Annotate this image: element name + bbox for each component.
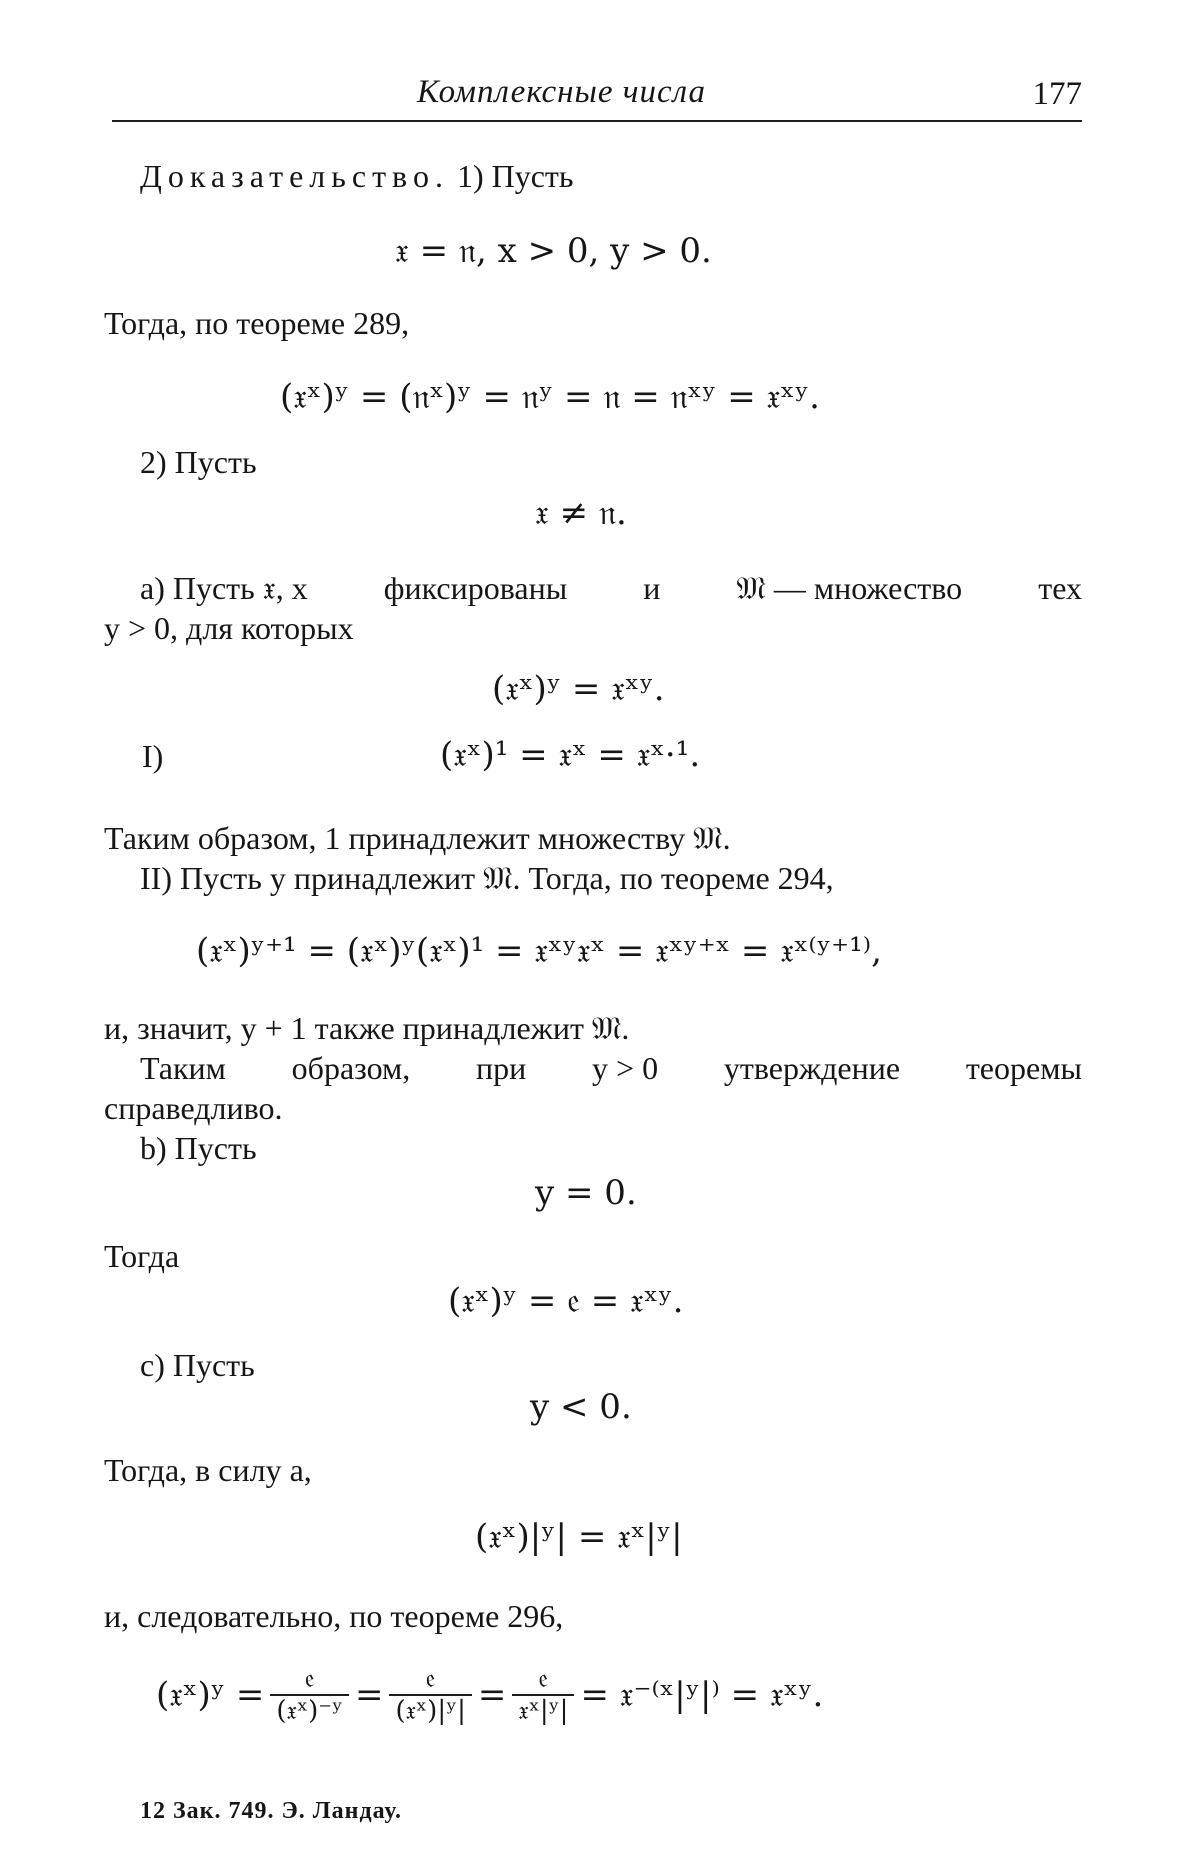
header-title: Комплексные числа [417, 74, 706, 110]
equation-2: (𝔵ˣ)ʸ = (𝔫ˣ)ʸ = 𝔫ʸ = 𝔫 = 𝔫ˣʸ = 𝔵ˣʸ. [280, 377, 820, 417]
equation-10: (𝔵ˣ)|ʸ| = 𝔵ˣ|ʸ| [475, 1517, 683, 1557]
running-header [112, 74, 1082, 122]
proof-intro-line [140, 156, 573, 196]
proof-case1: 1) Пусть [456, 158, 574, 194]
text-thus-2-line1 [140, 1048, 1082, 1088]
header-rule [112, 120, 1082, 122]
page-number: 177 [1032, 76, 1082, 112]
case-a-word-2: фиксированы [383, 570, 568, 606]
proof-word: Доказательство. [140, 158, 449, 194]
thus2-word-1: Таким [140, 1050, 226, 1086]
eq11-f1-numerator: 𝔢 [304, 1664, 315, 1694]
text-case-b: b) Пусть [140, 1130, 257, 1166]
eq11-fraction-3 [512, 1664, 574, 1726]
eq11-lhs: (𝔵ˣ)ʸ = [156, 1675, 265, 1715]
equation-1: 𝔵 = 𝔫, x > 0, y > 0. [395, 231, 712, 271]
eq11-rhs: = 𝔵⁻⁽ˣ|ʸ|⁾ = 𝔵ˣʸ. [580, 1675, 824, 1715]
step-marker-1: I) [142, 738, 164, 774]
case-a-word-1: a) Пусть 𝔵, x [140, 570, 308, 606]
equation-3: 𝔵 ≠ 𝔫. [535, 493, 627, 533]
text-so-y-plus-1: и, значит, y + 1 также принадлежит 𝔐. [104, 1010, 630, 1046]
case-a-word-5: тех [1038, 570, 1082, 606]
eq11-f3-numerator: 𝔢 [538, 1664, 549, 1694]
thus2-word-4: y > 0 [592, 1050, 659, 1086]
text-then: Тогда [104, 1238, 180, 1274]
text-case-a-line1 [140, 568, 1082, 608]
equation-6: (𝔵ˣ)ʸ⁺¹ = (𝔵ˣ)ʸ(𝔵ˣ)¹ = 𝔵ˣʸ𝔵ˣ = 𝔵ˣʸ⁺ˣ = 𝔵ˣ⁽ʸ⁺¹⁾, [196, 931, 882, 971]
text-hence-296: и, следовательно, по теореме 296, [104, 1598, 564, 1634]
equation-4: (𝔵ˣ)ʸ = 𝔵ˣʸ. [492, 669, 665, 709]
text-then-a: Тогда, в силу a, [104, 1452, 312, 1488]
eq11-equals-1: = [354, 1675, 384, 1715]
equation-11 [156, 1664, 823, 1726]
equation-5: (𝔵ˣ)¹ = 𝔵ˣ = 𝔵ˣ·¹. [440, 735, 701, 775]
text-case-c: c) Пусть [140, 1347, 255, 1383]
thus2-word-3: при [476, 1050, 527, 1086]
text-step-ii: II) Пусть y принадлежит 𝔐. Тогда, по теореме 294, [140, 860, 834, 896]
eq11-fraction-1 [270, 1664, 349, 1726]
text-thus-2-line2: справедливо. [104, 1090, 283, 1126]
equation-8: (𝔵ˣ)ʸ = 𝔢 = 𝔵ˣʸ. [448, 1281, 684, 1321]
eq11-equals-2: = [477, 1675, 507, 1715]
eq11-f1-denominator: (𝔵ˣ)⁻ʸ [276, 1696, 343, 1726]
thus2-word-5: утверждение [723, 1050, 901, 1086]
eq11-f2-numerator: 𝔢 [425, 1664, 436, 1694]
equation-7: y = 0. [535, 1173, 637, 1213]
text-case-2: 2) Пусть [140, 444, 257, 480]
text-thus-1: Таким образом, 1 принадлежит множеству 𝔐. [104, 820, 731, 856]
eq11-f2-denominator: (𝔵ˣ)|ʸ| [395, 1696, 466, 1726]
case-a-word-4: 𝔐 — множество [736, 570, 963, 606]
equation-9: y < 0. [530, 1387, 632, 1427]
thus2-word-6: теоремы [965, 1050, 1082, 1086]
eq11-fraction-2 [389, 1664, 471, 1726]
case-a-word-3: и [643, 570, 661, 606]
thus2-word-2: образом, [291, 1050, 411, 1086]
text-then-289: Тогда, по теореме 289, [104, 305, 410, 341]
eq11-f3-denominator: 𝔵ˣ|ʸ| [518, 1696, 569, 1726]
footer-signature: 12 Зак. 749. Э. Ландау. [140, 1798, 403, 1824]
text-case-a-line2: y > 0, для которых [104, 610, 354, 646]
